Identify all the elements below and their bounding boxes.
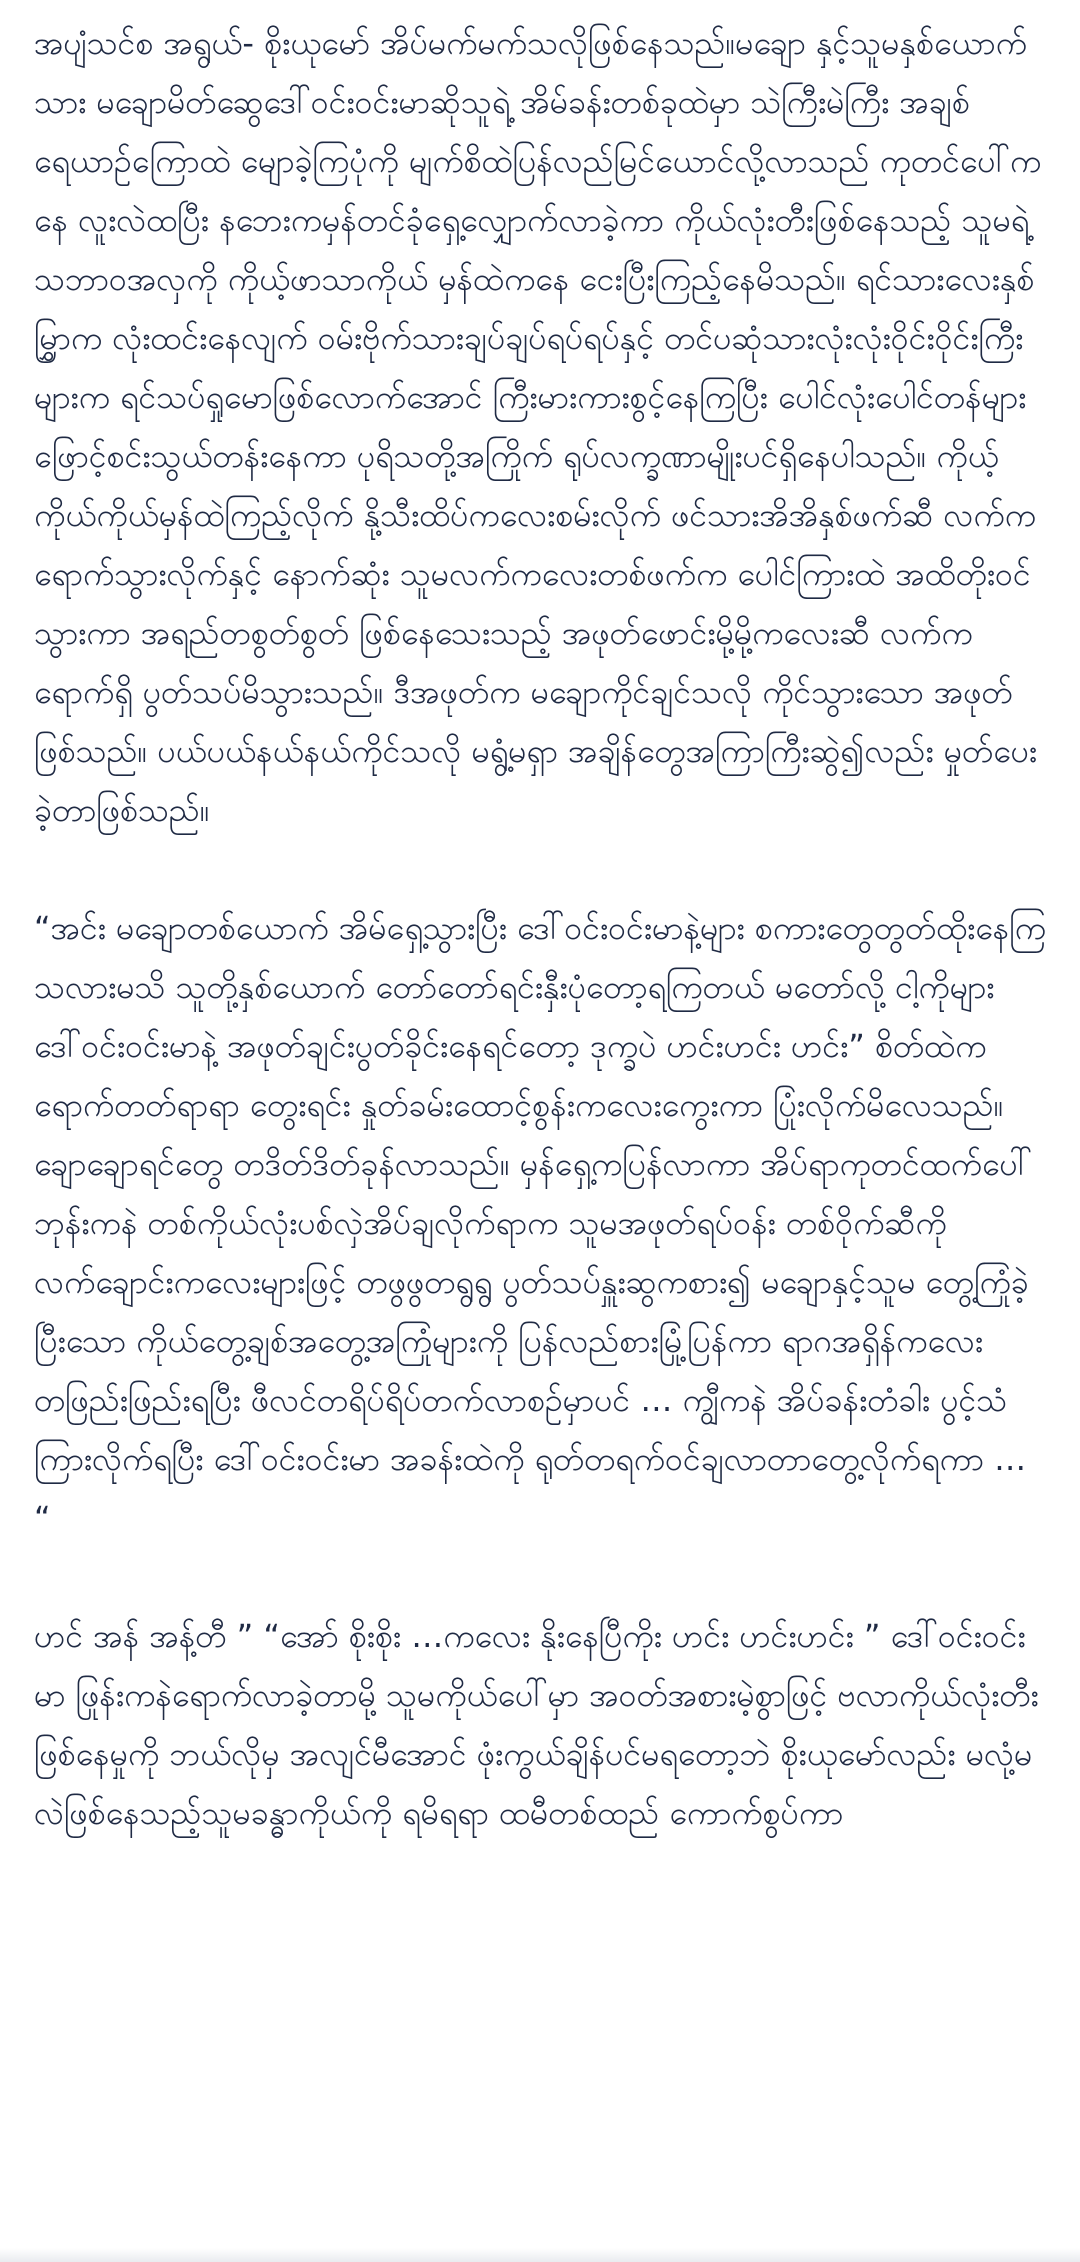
paragraph-gap (34, 1548, 1046, 1607)
paragraph-3: ဟင် အန် အန့်တီ ” “အော် စိုးစိုး …ကလေး နိုးနေပြီကိုး ဟင်း ဟင်းဟင်း ” ဒေါ်ဝင်းဝင်းမာ ဖြုန်းကနဲရောက်လာခဲ့တာမို့ သူမကိုယ်ပေါ်မှာ အဝတ်အစားမဲ့စွာဖြင့် ဗလာကိုယ်လုံးတီးဖြစ်နေမှုကို ဘယ်လိုမှ အလျင်မီအောင် ဖုံးကွယ်ချိန်ပင်မရတော့ဘဲ စိုးယုမော်လည်း မလုံ့မလဲဖြစ်နေသည့်သူမခန္ဓာကိုယ်ကို ရမိရရာ ထမီတစ်ထည် ကောက်စွပ်ကာ (34, 1617, 1039, 1832)
paragraph-2: “အင်း မချောတစ်ယောက် အိမ်ရှေ့သွားပြီး ဒေါ်ဝင်းဝင်းမာနဲ့များ စကားတွေတွတ်ထိုးနေကြသလားမသိ သူတို့နှစ်ယောက် တော်တော်ရင်းနှီးပုံတော့ရကြတယ် မတော်လို့ ငါ့ကိုများ ဒေါ်ဝင်းဝင်းမာနဲ့ အဖုတ်ချင်းပွတ်ခိုင်းနေရင်တော့ ဒုက္ခပဲ ဟင်းဟင်း ဟင်း” စိတ်ထဲကရောက်တတ်ရာရာ တွေးရင်း နှုတ်ခမ်းထောင့်စွန်းကလေးကွေးကာ ပြုံးလိုက်မိလေသည်။ ချောချောရင်တွေ တဒိတ်ဒိတ်ခုန်လာသည်။ မှန်ရှေ့ကပြန်လာကာ အိပ်ရာကုတင်ထက်ပေါ် ဘုန်းကနဲ တစ်ကိုယ်လုံးပစ်လှဲအိပ်ချလိုက်ရာက သူမအဖုတ်ရပ်ဝန်း တစ်ဝိုက်ဆီကို လက်ချောင်းကလေးများဖြင့် တဖွဖွတရွရွ ပွတ်သပ်နှူးဆွကစား၍ မချောနှင့်သူမ တွေ့ကြုံခဲ့ပြီးသော ကိုယ်တွေ့ချစ်အတွေ့အကြုံများကို ပြန်လည်စားမြုံ့ပြန်ကာ ရာဂအရှိန်ကလေးတဖြည်းဖြည်းရပြီး ဖီလင်တရိပ်ရိပ်တက်လာစဉ်မှာပင် … ကျွီကနဲ အိပ်ခန်းတံခါး ပွင့်သံကြားလိုက်ရပြီး ဒေါ်ဝင်းဝင်းမာ အခန်းထဲကို ရုတ်တရက်ဝင်ချလာတာတွေ့လိုက်ရကာ … “ (34, 909, 1046, 1537)
bottom-edge-shadow (0, 2248, 1080, 2262)
paragraph-1: အပျံသင်စ အရွယ်- စိုးယုမော် အိပ်မက်မက်သလိုဖြစ်နေသည်။မချော နှင့်သူမနှစ်ယောက်သား မချောမိတ်ဆွေဒေါ်ဝင်းဝင်းမာဆိုသူရဲ့ အိမ်ခန်းတစ်ခုထဲမှာ သဲကြီးမဲကြီး အချစ်ရေယာဉ်ကြောထဲ မျောခဲ့ကြပုံကို မျက်စိထဲပြန်လည်မြင်ယောင်လို့လာသည် ကုတင်ပေါ်ကနေ လူးလဲထပြီး နဘေးကမှန်တင်ခုံရှေ့လျှောက်လာခဲ့ကာ ကိုယ်လုံးတီးဖြစ်နေသည့် သူမရဲ့သဘာဝအလှကို ကိုယ့်ဖာသာကိုယ် မှန်ထဲကနေ ငေးပြီးကြည့်နေမိသည်။ ရင်သားလေးနှစ်မြွှာက လုံးထင်းနေလျက် ဝမ်းဗိုက်သားချပ်ချပ်ရပ်ရပ်နှင့် တင်ပဆုံသားလုံးလုံးဝိုင်းဝိုင်းကြီးများက ရင်သပ်ရှုမောဖြစ်လောက်အောင် ကြီးမားကားစွင့်နေကြပြီး ပေါင်လုံးပေါင်တန်များ ဖြောင့်စင်းသွယ်တန်းနေကာ ပုရိသတို့အကြိုက် ရုပ်လက္ခဏာမျိုးပင်ရှိနေပါသည်။ ကိုယ့်ကိုယ်ကိုယ်မှန်ထဲကြည့်လိုက် နို့သီးထိပ်ကလေးစမ်းလိုက် ဖင်သားအိအိနှစ်ဖက်ဆီ လက်ကရောက်သွားလိုက်နှင့် နောက်ဆုံး သူမလက်ကလေးတစ်ဖက်က ပေါင်ကြားထဲ အထိတိုးဝင်သွားကာ အရည်တစွတ်စွတ် ဖြစ်နေသေးသည့် အဖုတ်ဖောင်းမို့မို့ကလေးဆီ လက်ကရောက်ရှိ ပွတ်သပ်မိသွားသည်။ ဒီအဖုတ်က မချောကိုင်ချင်သလို ကိုင်သွားသော အဖုတ်ဖြစ်သည်။ ပယ်ပယ်နယ်နယ်ကိုင်သလို မရွံ့မရှာ အချိန်တွေအကြာကြီးဆွဲ၍လည်း မှုတ်ပေးခဲ့တာဖြစ်သည်။ (34, 24, 1042, 829)
paragraph-gap (34, 840, 1046, 899)
